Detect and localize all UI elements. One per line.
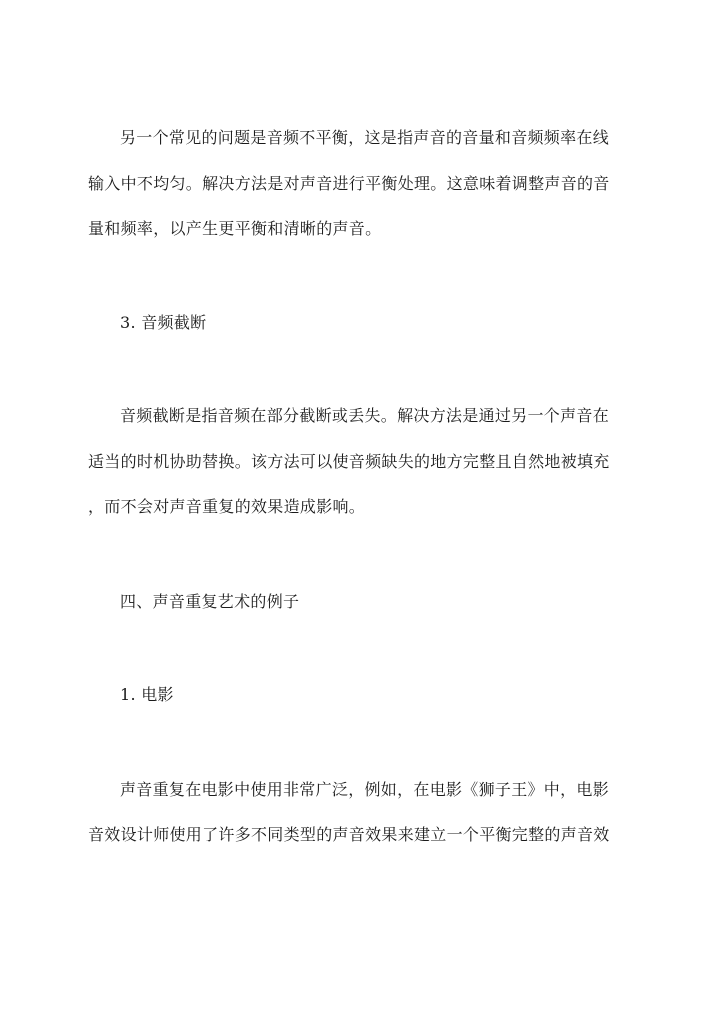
paragraph-line: 适当的时机协助替换。该方法可以使音频缺失的地方完整且自然地被填充 — [88, 452, 610, 471]
paragraph-line: 量和频率，以产生更平衡和清晰的声音。 — [88, 219, 382, 238]
section-heading: 1. 电影 — [120, 685, 174, 704]
section-title: 四、声音重复艺术的例子 — [120, 592, 300, 611]
paragraph-line: 音频截断是指音频在部分截断或丢失。解决方法是通过另一个声音在 — [120, 406, 610, 425]
section-heading: 3. 音频截断 — [120, 313, 207, 332]
paragraph-line: 声音重复在电影中使用非常广泛，例如，在电影《狮子王》中，电影 — [120, 780, 610, 799]
paragraph-line: 音效设计师使用了许多不同类型的声音效果来建立一个平衡完整的声音效 — [88, 825, 610, 844]
paragraph-line: 另一个常见的问题是音频不平衡，这是指声音的音量和音频频率在线 — [120, 128, 610, 147]
paragraph-line: ，而不会对声音重复的效果造成影响。 — [88, 497, 366, 516]
paragraph-line: 输入中不均匀。解决方法是对声音进行平衡处理。这意味着调整声音的音 — [88, 174, 610, 193]
